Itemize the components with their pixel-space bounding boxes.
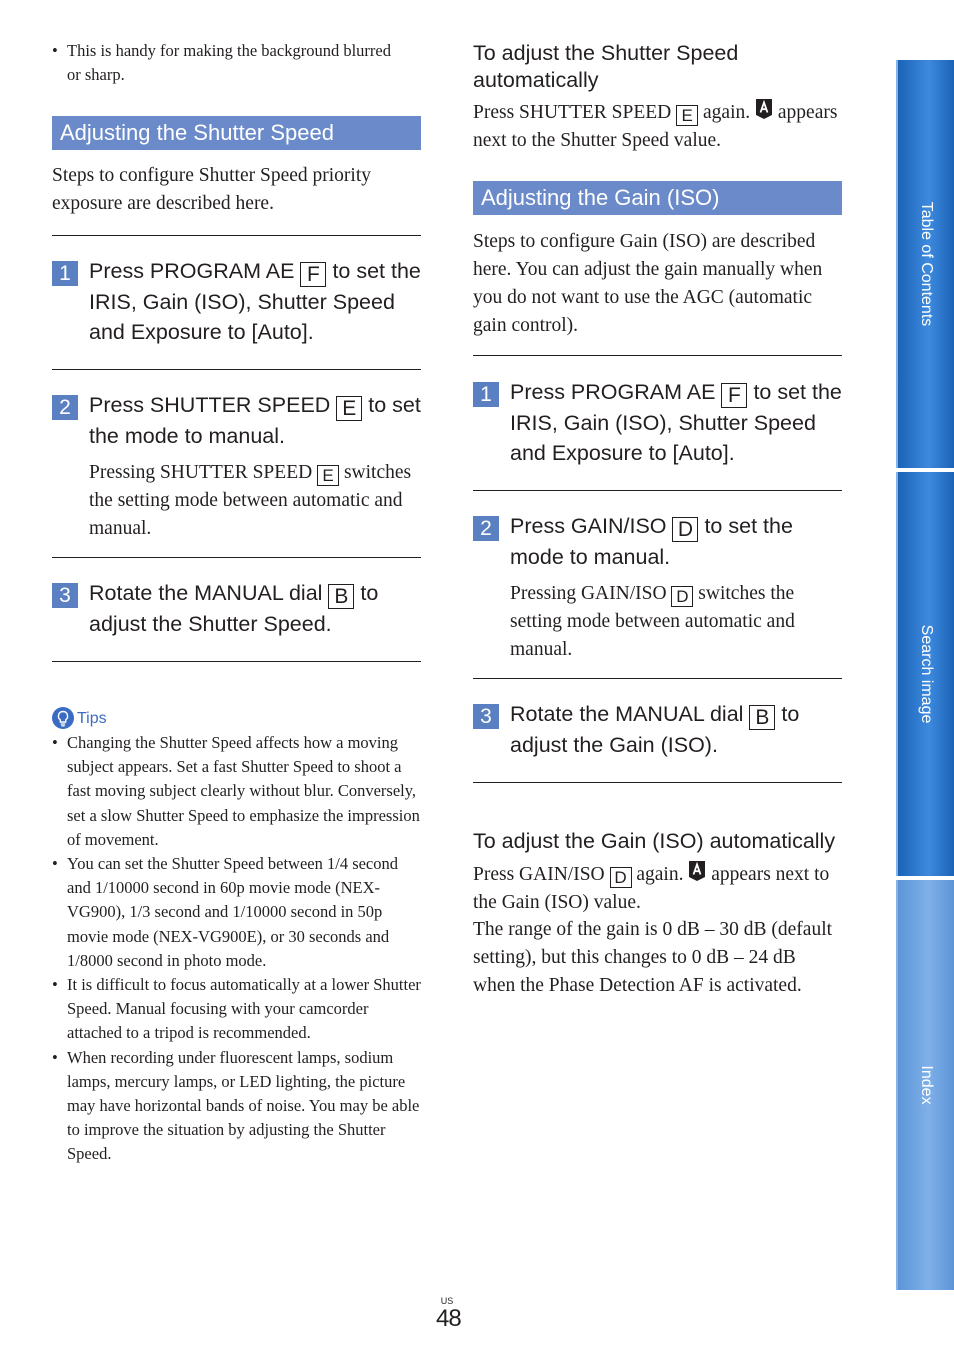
step-description [510,580,842,664]
step-text: to set the IRIS, Gain (ISO), Shutter Speed and Exposure to [Auto]. [89,259,421,344]
tab-index[interactable] [896,880,954,1290]
region-code: US [440,1296,454,1306]
divider [52,557,421,558]
step-title [510,377,842,468]
intro-bullet-list [52,39,392,87]
tip-item: • It is difficult to focus automatically at a lower Shutter Speed. Manual focusing with your camcorder attached to a tripod is recommended. [52,973,421,1046]
step-number: 1 [52,261,78,286]
divider [473,490,842,491]
auto-shutter-text-part: again. [698,102,756,123]
auto-gain-text-part: Press GAIN/ISO [473,864,610,885]
tab-table-of-contents[interactable] [896,60,954,468]
step-text: to set the IRIS, Gain (ISO), Shutter Speed and Exposure to [Auto]. [510,380,842,465]
step-desc-text: Pressing GAIN/ISO [510,583,672,604]
gain-step-1 [473,377,842,468]
tip-item: • You can set the Shutter Speed between 1/4 second and 1/10000 second in 60p movie mode (NEX-VG900), 1/3 second and 1/10000 second in 50p movie mode (NEX-VG900E), or 30 seconds and 1/8000 second in photo mode. [52,852,421,973]
shutter-step-1 [52,256,421,347]
tip-item: • When recording under fluorescent lamps, sodium lamps, mercury lamps, or LED lighting, the picture may have horizontal bands of noise. You may be able to improve the situation by adjusting the Shutter Speed. [52,1046,421,1167]
page-number [436,1296,461,1332]
divider [52,235,421,236]
page-number-value: 48 [436,1305,461,1332]
step-number: 1 [473,382,499,407]
step-number: 2 [52,395,78,420]
key-e-icon: E [317,465,339,486]
key-d-icon: D [671,586,693,607]
auto-shutter-text [473,98,842,155]
section-intro-gain: Steps to configure Gain (ISO) are described here. You can adjust the gain manually when you do not want to use the AGC (automatic gain control). [473,231,823,336]
step-title [510,699,842,760]
divider [473,678,842,679]
key-d-icon: D [610,867,632,888]
divider [473,355,842,356]
step-text: to set the mode to manual. [510,514,793,569]
auto-shutter-heading: To adjust the Shutter Speed automatically [473,41,739,92]
shutter-step-2 [52,390,421,543]
gain-range-text: The range of the gain is 0 dB – 30 dB (default setting), but this changes to 0 dB – 24 dB when the Phase Detection AF is activated. [473,919,833,996]
intro-bullet: • This is handy for making the background blurred or sharp. [52,39,392,87]
section-intro-shutter: Steps to configure Shutter Speed priority exposure are described here. [52,165,371,214]
lightbulb-icon [52,707,74,729]
auto-mode-icon [688,860,706,882]
tips-label: Tips [77,710,107,727]
key-d-icon: D [672,517,698,542]
divider [473,782,842,783]
key-e-icon: E [676,105,698,126]
key-f-icon: F [721,383,747,408]
step-text: Press SHUTTER SPEED [89,393,337,417]
auto-gain-text-part: appears next to the Gain (ISO) value. [473,864,830,913]
step-title [89,578,421,639]
step-number: 3 [52,583,78,608]
step-text: Rotate the MANUAL dial [510,702,750,726]
auto-shutter-text-part: appears next to the Shutter Speed value. [473,102,838,151]
tab-label: Index [918,1065,935,1105]
step-text: to set the mode to manual. [89,393,421,448]
step-text: to adjust the Shutter Speed. [89,581,379,636]
section-title-gain: Adjusting the Gain (ISO) [473,181,842,215]
key-b-icon: B [749,705,775,730]
step-desc-text: switches the setting mode between automatic and manual. [510,583,795,660]
gain-step-2 [473,511,842,664]
step-title [89,390,421,451]
step-text: to adjust the Gain (ISO). [510,702,800,757]
auto-shutter-text-part: Press SHUTTER SPEED [473,102,677,123]
tips-heading [52,707,107,729]
tab-label: Search image [918,624,935,724]
step-text: Rotate the MANUAL dial [89,581,329,605]
section-title-shutter: Adjusting the Shutter Speed [52,116,421,150]
tab-label: Table of Contents [918,201,935,327]
gain-step-3 [473,699,842,760]
step-desc-text: switches the setting mode between automatic and manual. [89,462,412,539]
key-f-icon: F [300,262,326,287]
step-number: 2 [473,516,499,541]
auto-gain-text [473,860,842,917]
auto-mode-icon [755,98,773,120]
step-desc-text: Pressing SHUTTER SPEED [89,462,318,483]
auto-gain-heading: To adjust the Gain (ISO) automatically [473,829,836,853]
tips-list [52,731,421,1167]
tip-item: • Changing the Shutter Speed affects how a moving subject appears. Set a fast Shutter Speed to shoot a fast moving subject clearly without blur. Conversely, set a slow Shutter Speed to emphasize the impression of movement. [52,731,421,852]
shutter-step-3 [52,578,421,639]
key-b-icon: B [328,584,354,609]
step-text: Press PROGRAM AE [89,259,301,283]
step-text: Press GAIN/ISO [510,514,673,538]
divider [52,661,421,662]
auto-gain-text-part: again. [631,864,689,885]
step-text: Press PROGRAM AE [510,380,722,404]
divider [52,369,421,370]
key-e-icon: E [336,396,362,421]
step-title [89,256,421,347]
tab-search-image[interactable] [896,472,954,876]
step-title [510,511,842,572]
step-number: 3 [473,704,499,729]
step-description [89,459,421,543]
